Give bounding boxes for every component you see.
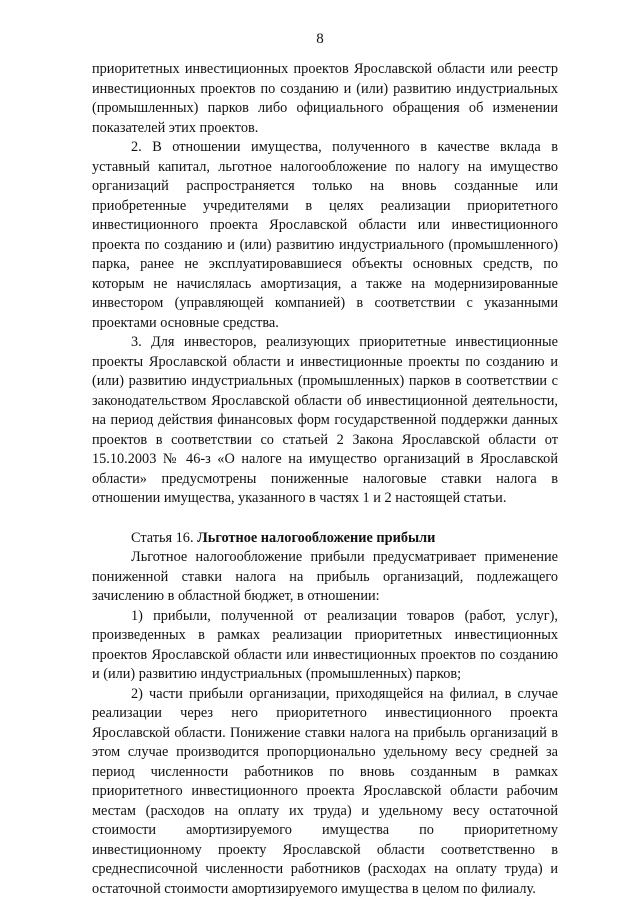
document-body xyxy=(92,60,558,899)
paragraph-3: 3. Для инвесторов, реализующих приоритетные инвестиционные проекты Ярославской области и инвестиционные проекты по созданию и (или) развитию индустриальных (промышленных) парков в соответствии с законодательством Ярославской области об инвестиционной деятельности, на период действия финансовых форм государственной поддержки данных проектов в соответствии со статьей 2 Закона Ярославской области от 15.10.2003 № 46-з «О налоге на имущество организаций в Ярославской области» предусмотрены пониженные налоговые ставки налога в отношении имущества, указанного в частях 1 и 2 настоящей статьи. xyxy=(92,334,558,506)
article-heading xyxy=(92,529,558,549)
list-item-1: 1) прибыли, полученной от реализации товаров (работ, услуг), произведенных в рамках реализации приоритетных инвестиционных проектов Ярославской области или инвестиционных проектов по созданию и (или) развитию индустриальных (промышленных) парков; xyxy=(92,607,558,682)
article-intro: Льготное налогообложение прибыли предусматривает применение пониженной ставки налога на прибыль организаций, подлежащего зачислению в областной бюджет, в отношении: xyxy=(92,549,558,604)
article-title: Льготное налогообложение прибыли xyxy=(197,529,436,546)
intro-paragraph: приоритетных инвестиционных проектов Ярославской области или реестр инвестиционных проектов по созданию и (или) развитию индустриальных (промышленных) парков либо официального обращения об изменении показателей этих проектов. xyxy=(92,61,558,136)
list-item-2: 2) части прибыли организации, приходящейся на филиал, в случае реализации через него приоритетного инвестиционного проекта Ярославской области. Понижение ставки налога на прибыль организаций в этом случае производится пропорционально удельному весу средней за период численности работников по вновь созданным в рамках приоритетного инвестиционного проекта Ярославской области рабочим местам (расходов на оплату их труда) и удельному весу остаточной стоимости амортизируемого имущества по приоритетному инвестиционному проекту Ярославской области соответственно в среднесписочной численности работников (расходах на оплату труда) и остаточной стоимости амортизируемого имущества в целом по филиалу. xyxy=(92,685,558,897)
page-number: 8 xyxy=(316,31,324,47)
paragraph-2: 2. В отношении имущества, полученного в качестве вклада в уставный капитал, льготное налогообложение по налогу на имущество организаций распространяется только на вновь созданные или приобретенные учредителями в целях реализации приоритетного инвестиционного проекта Ярославской области или инвестиционного проекта по созданию и (или) развитию индустриального (промышленного) парка, ранее не эксплуатировавшиеся объекты основных средств, по которым не начислялась амортизация, а также на модернизированные инвестором (управляющей компанией) в соответствии с указанными проектами основные средства. xyxy=(92,139,558,331)
section-gap xyxy=(92,509,558,529)
article-number: Статья 16. xyxy=(131,529,194,546)
